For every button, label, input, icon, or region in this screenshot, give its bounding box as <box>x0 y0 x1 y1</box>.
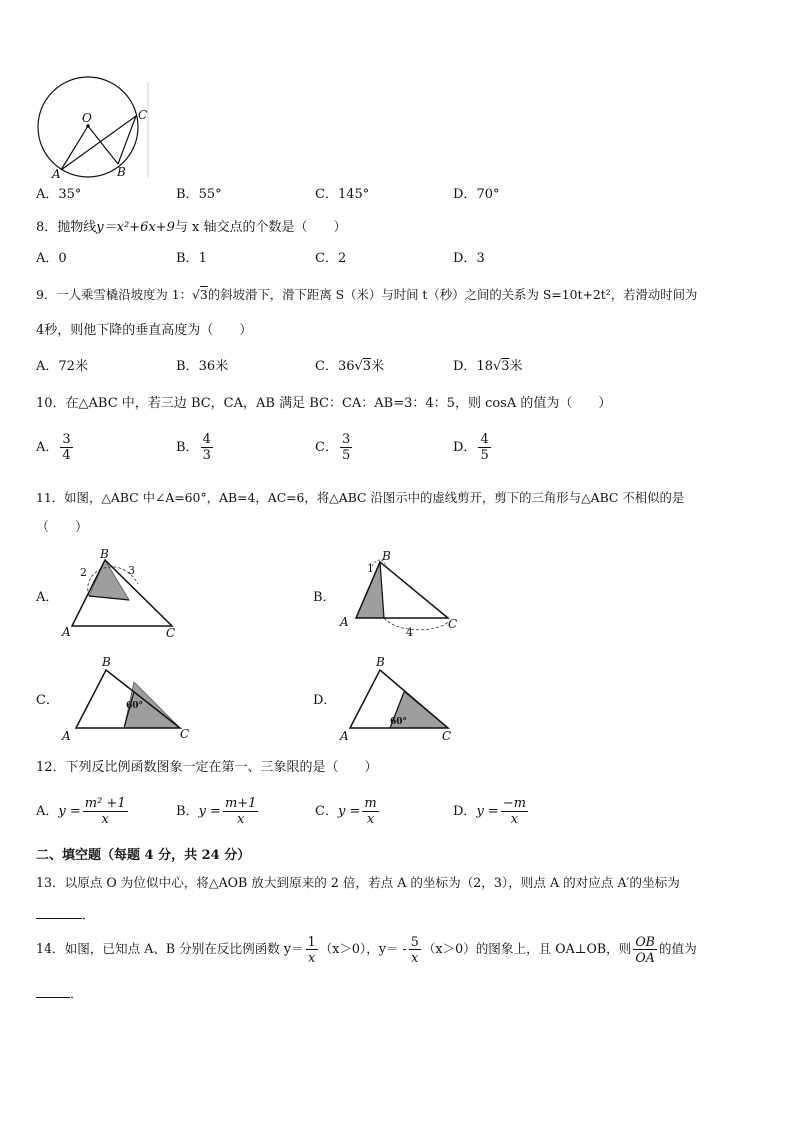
label-a: A <box>52 167 61 181</box>
question-number: 13． <box>36 875 65 890</box>
label-4: 4 <box>406 626 413 639</box>
q11-text: 如图，△ABC 中∠A=60°，AB=4，AC=6，将△ABC 沿图示中的虚线剪开，剪下的三角形与△ABC 不相似的是 <box>64 490 685 505</box>
q14-mid2: （x＞0）的图象上，且 OA⊥OB，则 <box>422 941 632 956</box>
denominator: x <box>510 812 519 827</box>
q14-tail: ． <box>70 987 84 1002</box>
option-fraction <box>201 432 213 463</box>
q11-figure-a <box>60 547 190 642</box>
label-b: B <box>117 165 126 179</box>
segment-ac <box>61 116 136 170</box>
section-title-fill-blank: 二、填空题（每题 4 分，共 24 分） <box>36 848 251 863</box>
q9-option-d[interactable] <box>453 358 523 376</box>
q13-answer-line[interactable] <box>36 906 95 925</box>
q12-option-b[interactable] <box>176 796 260 827</box>
option-fraction <box>362 796 378 827</box>
sqrt-sign: √ <box>192 287 200 302</box>
q8-pre: 抛物线 <box>57 220 97 235</box>
q7-option-d[interactable] <box>453 186 499 204</box>
option-text: 36 <box>198 359 216 374</box>
label-c: C <box>138 108 148 122</box>
option-label: A． <box>36 187 59 202</box>
q13-text: 以原点 O 为位似中心，将△AOB 放大到原来的 2 倍，若点 A 的坐标为（2，3），则点 A 的对应点 A′的坐标为 <box>64 875 680 890</box>
option-root: 3 <box>501 359 510 374</box>
q10-option-b[interactable] <box>176 432 215 463</box>
option-fraction <box>478 432 490 463</box>
q10-option-c[interactable] <box>315 432 354 463</box>
q13-tail: ． <box>82 908 96 923</box>
numerator: 3 <box>62 432 71 447</box>
option-label: B． <box>176 187 199 202</box>
option-text: 70° <box>476 187 500 202</box>
denominator: x <box>237 812 245 827</box>
option-label: A． <box>36 251 59 266</box>
option-label: D． <box>453 440 477 455</box>
q12-option-d[interactable] <box>453 796 530 827</box>
label-b: B <box>382 549 391 563</box>
q9-stem-line1 <box>36 286 697 304</box>
option-text: 1 <box>198 251 207 266</box>
option-label: C． <box>315 187 338 202</box>
option-label: D． <box>453 251 477 266</box>
label-a: A <box>62 625 71 639</box>
question-number: 9． <box>36 287 57 302</box>
option-label: B． <box>176 359 199 374</box>
label-b: B <box>376 655 385 669</box>
question-number: 14． <box>36 941 65 956</box>
label-a: A <box>62 729 71 743</box>
label-a: A <box>340 615 349 629</box>
option-fraction <box>223 796 259 827</box>
label-2: 2 <box>80 566 87 579</box>
option-lhs: y = <box>198 804 221 819</box>
q11-stem-line2: （ ） <box>36 520 89 535</box>
question-number: 11． <box>36 490 65 505</box>
option-lhs: y = <box>337 804 361 819</box>
numerator: 4 <box>480 432 489 447</box>
denominator: OA <box>635 950 655 965</box>
option-label: C． <box>315 251 338 266</box>
q9-option-a[interactable] <box>36 358 88 376</box>
option-unit: 米 <box>74 359 88 374</box>
q14-post: 的值为 <box>658 941 697 956</box>
denominator: x <box>308 950 316 965</box>
option-text: 35° <box>58 187 82 202</box>
q11-option-b[interactable]: B． <box>313 590 336 605</box>
q14-answer-line[interactable] <box>36 985 83 1004</box>
q14-pre: 如图，已知点 A、B 分别在反比例函数 y＝ <box>64 941 304 956</box>
denominator: 5 <box>480 448 489 463</box>
option-text: 18 <box>476 359 493 374</box>
option-text: 36 <box>337 359 355 374</box>
q12-text: 下列反比例函数图象一定在第一、三象限的是（ ） <box>65 760 378 775</box>
denominator: 5 <box>341 448 351 463</box>
label-1: 1 <box>367 562 374 575</box>
option-fraction <box>340 432 352 463</box>
option-label: A． <box>36 440 59 455</box>
fraction-5-over-x <box>409 934 421 965</box>
q14-mid1: （x＞0），y＝ - <box>319 941 407 956</box>
label-o: O <box>82 111 92 125</box>
option-fraction <box>60 432 72 463</box>
answer-blank[interactable] <box>36 906 82 919</box>
numerator: 1 <box>307 934 316 949</box>
option-text: 145° <box>337 187 370 202</box>
option-label: A． <box>36 359 59 374</box>
option-text: 0 <box>58 251 67 266</box>
label-c: C <box>442 729 452 743</box>
option-label: D． <box>453 804 477 819</box>
label-c: C <box>448 617 458 631</box>
option-lhs: y = <box>58 804 81 819</box>
sqrt-sign: √ <box>492 359 502 374</box>
label-b: B <box>102 655 111 669</box>
option-label: D． <box>453 187 477 202</box>
answer-blank[interactable] <box>36 985 70 998</box>
q7-option-c[interactable] <box>315 186 369 204</box>
numerator: −m <box>502 796 527 811</box>
fraction-ob-over-oa <box>633 934 657 965</box>
q11-option-c[interactable]: C． <box>36 693 59 708</box>
q9-stem-line2: 4秒，则他下降的垂直高度为（ ） <box>36 323 253 338</box>
option-label: B． <box>176 251 199 266</box>
numerator: m+1 <box>224 796 257 811</box>
label-60deg: 60° <box>126 701 144 711</box>
q13-stem <box>36 874 680 892</box>
denominator: x <box>366 812 375 827</box>
q10-stem <box>36 395 611 413</box>
label-60deg: 60° <box>390 717 408 727</box>
q8-option-a[interactable] <box>36 250 67 268</box>
q9-text-a: 一人乘雪橇沿坡度为 1： <box>56 287 193 302</box>
numerator: 5 <box>410 934 419 949</box>
denominator: 4 <box>62 448 71 463</box>
option-text: 3 <box>476 251 485 266</box>
q9-text-b: 的斜坡滑下，滑下距离 S（米）与时间 t（秒）之间的关系为 S=10t+2t²，若滑动时间为 <box>207 287 698 302</box>
q11-option-a[interactable]: A． <box>36 590 59 605</box>
label-b: B <box>100 547 109 561</box>
label-3: 3 <box>128 564 135 577</box>
q7-option-a[interactable] <box>36 186 81 204</box>
numerator: OB <box>635 934 655 949</box>
q7-option-b[interactable] <box>176 186 222 204</box>
option-label: C． <box>315 440 338 455</box>
q7-circle-figure <box>30 78 160 182</box>
q12-stem <box>36 759 378 777</box>
option-label: B． <box>176 804 199 819</box>
segment-oa <box>61 126 88 170</box>
option-text: 55° <box>198 187 222 202</box>
option-fraction <box>501 796 528 827</box>
option-label: D． <box>453 359 477 374</box>
option-label: C． <box>315 359 338 374</box>
option-label: A． <box>36 804 59 819</box>
q9-option-b[interactable] <box>176 358 228 376</box>
denominator: x <box>411 950 419 965</box>
q8-stem <box>36 219 346 237</box>
q9-root: 3 <box>199 287 208 302</box>
q8-post: 与 x 轴交点的个数是（ ） <box>174 220 347 235</box>
q8-formula: y＝x²+6x+9 <box>96 220 175 235</box>
q11-option-d[interactable]: D． <box>313 693 337 708</box>
option-text: 72 <box>58 359 75 374</box>
dashed-arc-b <box>384 618 448 630</box>
q12-option-a[interactable] <box>36 796 130 827</box>
q12-option-c[interactable] <box>315 796 381 827</box>
option-label: C． <box>315 804 338 819</box>
option-fraction <box>83 796 128 827</box>
option-lhs: y = <box>476 804 499 819</box>
question-number: 12． <box>36 760 66 775</box>
label-c: C <box>180 727 190 741</box>
q8-option-b[interactable] <box>176 250 207 268</box>
option-root: 3 <box>362 359 372 374</box>
denominator: x <box>101 812 109 827</box>
q10-option-a[interactable] <box>36 432 75 463</box>
q10-option-d[interactable] <box>453 432 493 463</box>
option-unit: 米 <box>215 359 229 374</box>
option-text: 2 <box>337 251 347 266</box>
q14-stem <box>36 931 697 967</box>
q8-option-d[interactable] <box>453 250 485 268</box>
question-number: 10． <box>36 396 66 411</box>
q10-text: 在△ABC 中，若三边 BC，CA，AB 满足 BC：CA：AB=3：4：5，则 cosA 的值为（ ） <box>65 396 612 411</box>
q11-figure-d <box>338 654 468 744</box>
label-c: C <box>166 626 176 640</box>
option-unit: 米 <box>371 359 385 374</box>
label-a: A <box>340 729 349 743</box>
numerator: 4 <box>202 432 211 447</box>
fraction-1-over-x <box>306 934 318 965</box>
option-unit: 米 <box>509 359 523 374</box>
question-number: 8． <box>36 220 58 235</box>
q8-option-c[interactable] <box>315 250 346 268</box>
numerator: m <box>364 796 377 811</box>
numerator: 3 <box>341 432 351 447</box>
denominator: 3 <box>202 448 211 463</box>
sqrt-sign: √ <box>354 359 363 374</box>
option-label: B． <box>176 440 199 455</box>
q11-figure-c <box>60 654 200 744</box>
numerator: m² +1 <box>84 796 126 811</box>
q11-figure-b <box>338 548 468 640</box>
q9-option-c[interactable] <box>315 358 384 376</box>
q11-stem-line1 <box>36 489 684 507</box>
